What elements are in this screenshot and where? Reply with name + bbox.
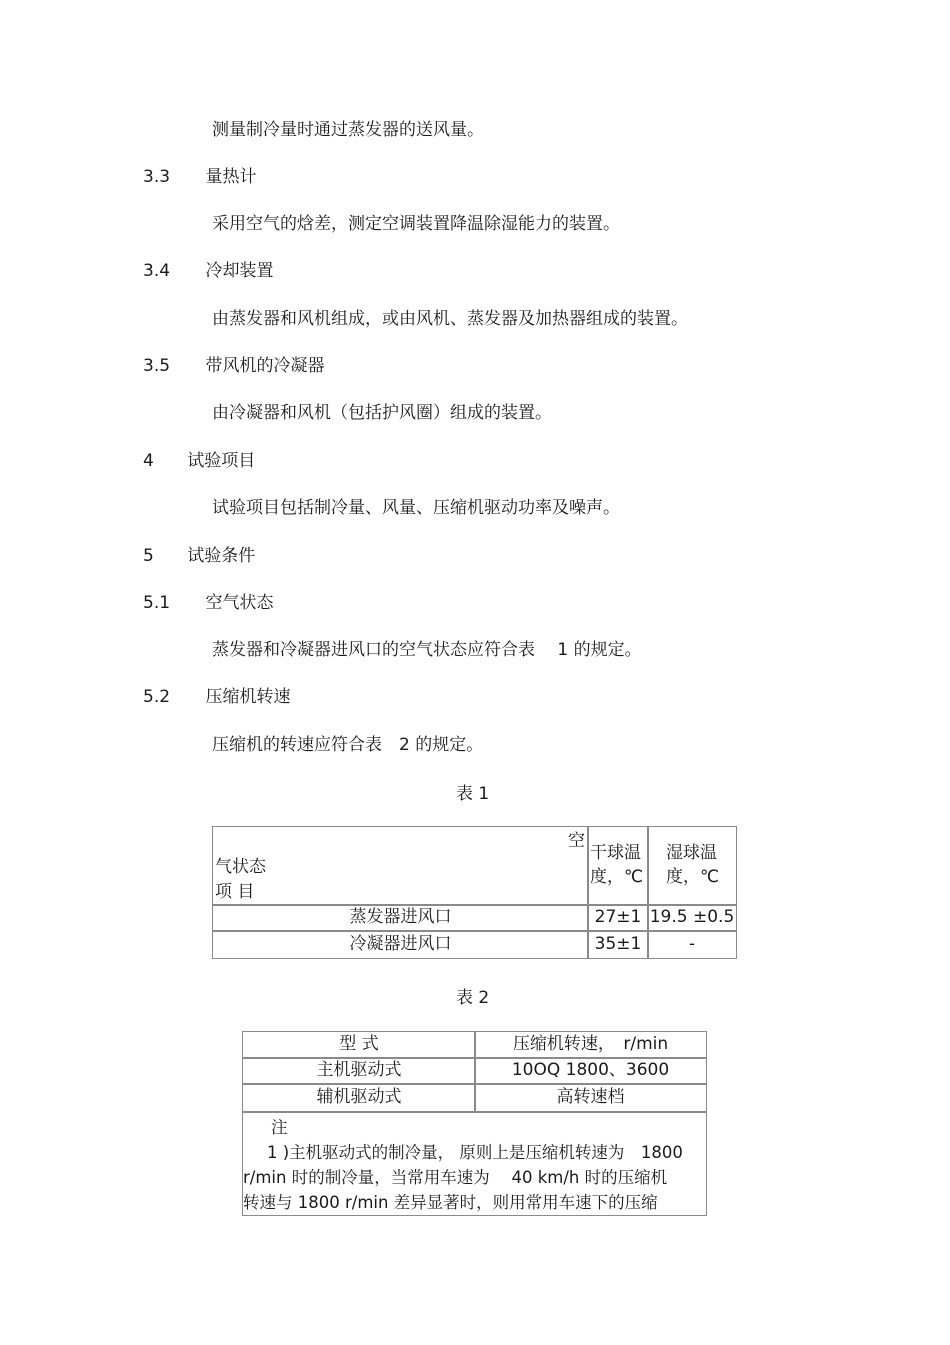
paragraph-text: 压缩机的转速应符合表 2 的规定。 — [212, 735, 484, 755]
section-heading-5 — [143, 546, 255, 566]
section-title: 量热计 — [205, 167, 257, 187]
paragraph-text: 由蒸发器和风机组成，或由风机、蒸发器及加热器组成的装置。 — [212, 309, 688, 329]
section-title: 冷却装置 — [205, 261, 274, 281]
header-label: 度，℃ — [666, 867, 720, 887]
table-caption: 表 1 — [456, 784, 490, 804]
table-1 — [212, 826, 737, 959]
section-title: 带风机的冷凝器 — [205, 356, 325, 376]
table-header-cell — [647, 826, 737, 906]
header-label: 湿球温 — [666, 843, 717, 863]
table-2 — [242, 1031, 707, 1216]
paragraph-text: 测量制冷量时通过蒸发器的送风量。 — [212, 120, 484, 140]
section-number: 5 — [143, 546, 154, 566]
section-number: 3.3 — [143, 167, 171, 187]
note-title: 注 — [271, 1118, 288, 1137]
section-title: 空气状态 — [205, 593, 274, 613]
table-cell: 主机驱动式 — [242, 1057, 476, 1085]
paragraph-text: 蒸发器和冷凝器进风口的空气状态应符合表 1 的规定。 — [212, 640, 642, 660]
note-line: r/min 时的制冷量，当常用车速为 40 km/h 时的压缩机 — [243, 1168, 668, 1187]
section-heading-5-1 — [143, 593, 273, 613]
table-cell: 蒸发器进风口 — [212, 904, 589, 932]
section-heading-3-3 — [143, 167, 256, 187]
header-label: 度，℃ — [590, 867, 644, 887]
paragraph-text: 由冷凝器和风机（包括护风圈）组成的装置。 — [212, 403, 552, 423]
table-cell: 10OQ 1800、3600 — [474, 1057, 707, 1085]
table-cell: 19.5 ±0.5 — [647, 904, 737, 932]
table-note-cell — [242, 1111, 707, 1216]
header-label: 项 目 — [215, 882, 255, 902]
section-number: 5.2 — [143, 687, 171, 707]
note-line: 1 )主机驱动式的制冷量， 原则上是压缩机转速为 1800 — [267, 1143, 683, 1162]
table-cell: 27±1 — [587, 904, 649, 932]
note-line: 转速与 1800 r/min 差异显著时，则用常用车速下的压缩 — [243, 1193, 658, 1212]
section-heading-4 — [143, 451, 255, 471]
section-number: 3.4 — [143, 261, 171, 281]
section-title: 试验条件 — [187, 546, 256, 566]
section-heading-3-5 — [143, 356, 324, 376]
section-title: 压缩机转速 — [205, 687, 291, 707]
table-header-cell — [587, 826, 649, 906]
table-cell: - — [647, 930, 737, 959]
section-title: 试验项目 — [187, 451, 256, 471]
section-number: 5.1 — [143, 593, 171, 613]
section-heading-5-2 — [143, 687, 290, 707]
table-cell: 高转速档 — [474, 1083, 707, 1113]
paragraph-text: 试验项目包括制冷量、风量、压缩机驱动功率及噪声。 — [212, 498, 620, 518]
table-cell: 冷凝器进风口 — [212, 930, 589, 959]
header-label: 气状态 — [215, 857, 266, 877]
header-label: 干球温 — [590, 843, 641, 863]
table-header-cell — [212, 826, 589, 906]
section-number: 4 — [143, 451, 154, 471]
section-number: 3.5 — [143, 356, 171, 376]
header-label: 空 — [568, 831, 585, 851]
table-header-cell: 型 式 — [242, 1031, 476, 1059]
paragraph-text: 采用空气的焓差，测定空调装置降温除湿能力的装置。 — [212, 214, 620, 234]
table-cell: 35±1 — [587, 930, 649, 959]
table-cell: 辅机驱动式 — [242, 1083, 476, 1113]
table-header-cell: 压缩机转速， r/min — [474, 1031, 707, 1059]
section-heading-3-4 — [143, 261, 273, 281]
table-caption: 表 2 — [456, 988, 490, 1008]
